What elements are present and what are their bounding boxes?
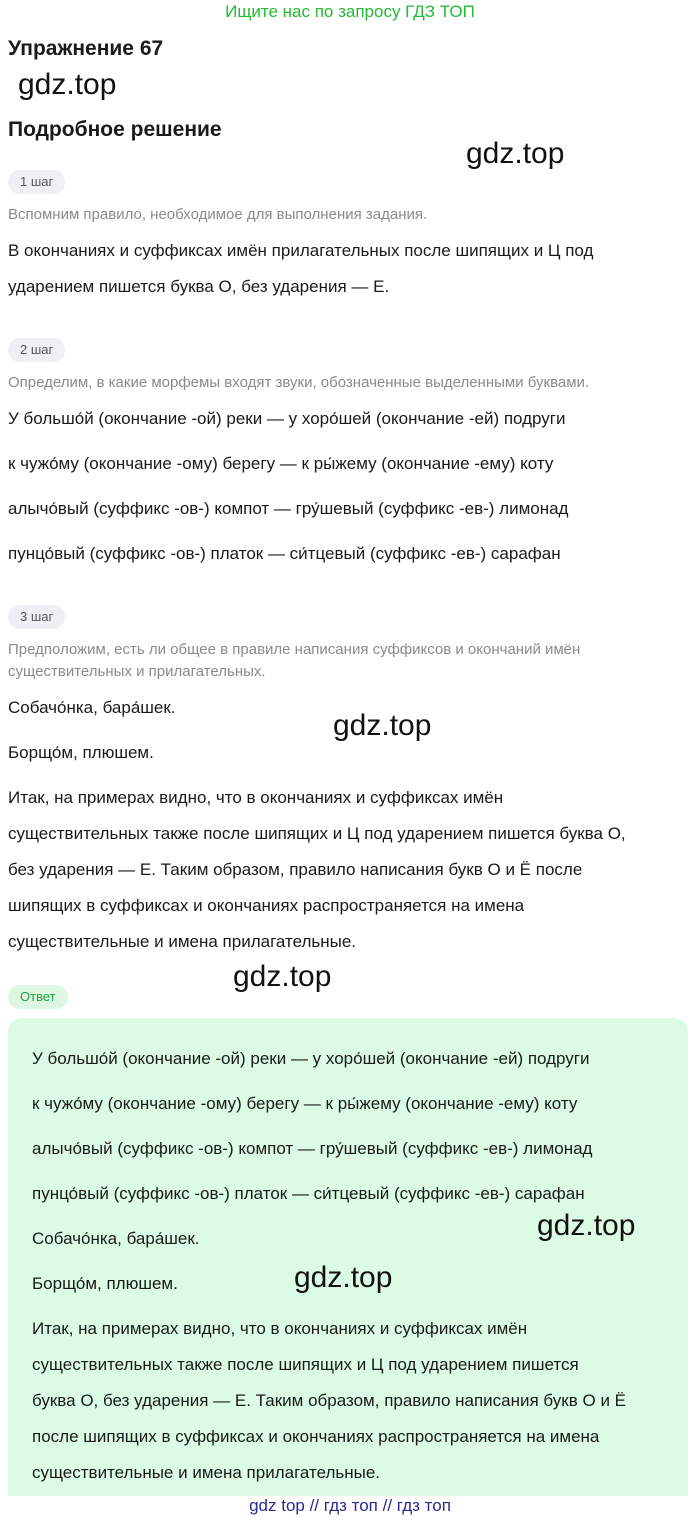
step-text-line: существительные и имена прилагательные. bbox=[8, 932, 357, 951]
step-text-line: Итак, на примерах видно, что в окончаниях и суффиксах имён bbox=[8, 788, 504, 807]
step-text-line: без ударения — Е. Таким образом, правило написания букв О и Ё после bbox=[8, 860, 583, 879]
step-text-line: к чужо́му (окончание -ому) берегу — к ры́жему (окончание -ему) коту bbox=[8, 454, 554, 473]
step-badge: 1 шаг bbox=[8, 170, 65, 194]
step-hint: Вспомним правило, необходимое для выполнения задания. bbox=[8, 206, 428, 223]
answer-text-line: Борщо́м, плюшем. bbox=[32, 1274, 178, 1293]
answer-text-line: пунцо́вый (суффикс -ов-) платок — си́тцевый (суффикс -ев-) сарафан bbox=[32, 1184, 585, 1203]
answer-text-line: Итак, на примерах видно, что в окончаниях и суффиксах имён bbox=[32, 1319, 528, 1338]
watermark: gdz.top bbox=[294, 1261, 393, 1294]
step-text-line: Борщо́м, плюшем. bbox=[8, 743, 154, 762]
step-hint: Определим, в какие морфемы входят звуки, обозначенные выделенными буквами. bbox=[8, 374, 590, 391]
step-text-line: Собачо́нка, бара́шек. bbox=[8, 698, 176, 717]
step-text-line: У большо́й (окончание -ой) реки — у хоро́шей (окончание -ей) подруги bbox=[8, 409, 566, 428]
step-text-line: В окончаниях и суффиксах имён прилагательных после шипящих и Ц под bbox=[8, 241, 594, 260]
step-text-line: существительных также после шипящих и Ц под ударением пишется буква О, bbox=[8, 824, 626, 843]
watermark: gdz.top bbox=[466, 137, 565, 170]
answer-text-line: существительные и имена прилагательные. bbox=[32, 1463, 381, 1482]
answer-text-line: буква О, без ударения — Е. Таким образом, правило написания букв О и Ё bbox=[32, 1391, 627, 1410]
step-text-line: шипящих в суффиксах и окончаниях распространяется на имена bbox=[8, 896, 525, 915]
watermark: gdz.top bbox=[333, 709, 432, 742]
answer-text-line: существительных также после шипящих и Ц под ударением пишется bbox=[32, 1355, 579, 1374]
top-banner: Ищите нас по запросу ГДЗ ТОП bbox=[225, 2, 475, 21]
section-title: Подробное решение bbox=[8, 118, 222, 141]
watermark: gdz.top bbox=[18, 68, 117, 101]
exercise-title: Упражнение 67 bbox=[8, 37, 164, 60]
step-text-line: ударением пишется буква О, без ударения — Е. bbox=[8, 277, 390, 296]
answer-text-line: алычо́вый (суффикс -ов-) компот — гру́шевый (суффикс -ев-) лимонад bbox=[32, 1139, 593, 1158]
answer-text-line: к чужо́му (окончание -ому) берегу — к ры́жему (окончание -ему) коту bbox=[32, 1094, 578, 1113]
step-badge: 3 шаг bbox=[8, 605, 65, 629]
step-badge: 2 шаг bbox=[8, 338, 65, 362]
answer-text-line: У большо́й (окончание -ой) реки — у хоро́шей (окончание -ей) подруги bbox=[32, 1049, 590, 1068]
answer-text-line: после шипящих в суффиксах и окончаниях распространяется на имена bbox=[32, 1427, 600, 1446]
watermark: gdz.top bbox=[233, 960, 332, 993]
watermark: gdz.top bbox=[537, 1209, 636, 1242]
answer-badge: Ответ bbox=[8, 985, 68, 1009]
answer-text-line: Собачо́нка, бара́шек. bbox=[32, 1229, 200, 1248]
footer-links: gdz top // гдз топ // гдз топ bbox=[249, 1496, 451, 1515]
step-text-line: алычо́вый (суффикс -ов-) компот — гру́шевый (суффикс -ев-) лимонад bbox=[8, 499, 569, 518]
step-text-line: пунцо́вый (суффикс -ов-) платок — си́тцевый (суффикс -ев-) сарафан bbox=[8, 544, 561, 563]
step-hint: Предположим, есть ли общее в правиле написания суффиксов и окончаний имён существительных и прилагательных. bbox=[8, 641, 581, 680]
